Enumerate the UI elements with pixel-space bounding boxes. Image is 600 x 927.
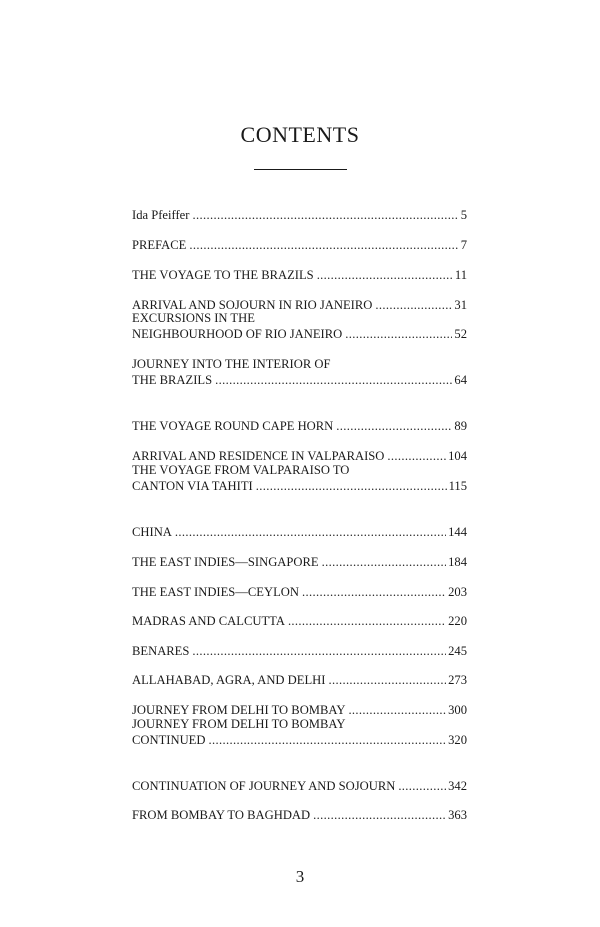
title-rule — [254, 169, 347, 170]
toc-entry[interactable] — [132, 643, 467, 659]
toc-entry-row — [132, 778, 467, 794]
toc-entry[interactable] — [132, 524, 467, 540]
dot-leader — [317, 267, 453, 283]
toc-entry-row — [132, 207, 467, 223]
toc-entry-row — [132, 418, 467, 434]
toc-entry-title: CONTINUED — [132, 733, 206, 747]
toc-entry-title: ARRIVAL AND SOJOURN IN RIO JANEIRO — [132, 298, 373, 312]
toc-entry-title: THE VOYAGE TO THE BRAZILS — [132, 268, 314, 282]
dot-leader — [398, 778, 446, 794]
toc-entry-title: BENARES — [132, 644, 190, 658]
toc-entry-title-line: JOURNEY FROM DELHI TO BOMBAY — [132, 717, 346, 731]
dot-leader — [288, 613, 446, 629]
toc-page-number: 184 — [448, 555, 467, 569]
toc-entry-row — [132, 584, 467, 600]
toc-entry-title-line: JOURNEY INTO THE INTERIOR OF — [132, 357, 331, 371]
toc-entry-title: CHINA — [132, 525, 172, 539]
toc-entry[interactable] — [132, 462, 467, 494]
toc-entry-title: THE EAST INDIES—SINGAPORE — [132, 555, 319, 569]
toc-page-number: 144 — [448, 525, 467, 539]
toc-entry-title: ALLAHABAD, AGRA, AND DELHI — [132, 673, 326, 687]
toc-entry[interactable] — [132, 267, 467, 283]
dot-leader — [322, 554, 447, 570]
dot-leader — [302, 584, 446, 600]
toc-entry-row — [132, 643, 467, 659]
toc-entry[interactable] — [132, 356, 467, 388]
toc-entry-title: THE BRAZILS — [132, 373, 213, 387]
toc-entry-row — [132, 326, 467, 342]
dot-leader — [208, 732, 446, 748]
toc-entry[interactable] — [132, 807, 467, 823]
toc-page-number: 7 — [460, 238, 467, 252]
toc-entry-title: JOURNEY FROM DELHI TO BOMBAY — [132, 703, 346, 717]
toc-page-number: 342 — [448, 779, 467, 793]
toc-entry[interactable] — [132, 716, 467, 748]
toc-entry-title: CANTON VIA TAHITI — [132, 479, 253, 493]
toc-entry-title: MADRAS AND CALCUTTA — [132, 614, 285, 628]
toc-entry-title: FROM BOMBAY TO BAGHDAD — [132, 808, 311, 822]
toc-page-number: 31 — [454, 298, 467, 312]
toc-entry-title: Ida Pfeiffer — [132, 208, 190, 222]
toc-entry[interactable] — [132, 613, 467, 629]
toc-page-number: 5 — [460, 208, 467, 222]
toc-entry-row — [132, 237, 467, 253]
toc-entry-row — [132, 672, 467, 688]
toc-entry-title: PREFACE — [132, 238, 187, 252]
toc-entry-title: THE EAST INDIES—CEYLON — [132, 585, 299, 599]
toc-page-number: 104 — [448, 449, 467, 463]
toc-page-number: 320 — [448, 733, 467, 747]
toc-entry-row — [132, 807, 467, 823]
dot-leader — [328, 672, 446, 688]
dot-leader — [336, 418, 452, 434]
toc-page-number: 203 — [448, 585, 467, 599]
dot-leader — [256, 478, 447, 494]
toc-page-number: 220 — [448, 614, 467, 628]
toc-entry-row — [132, 732, 467, 748]
toc-page-number: 89 — [454, 419, 467, 433]
toc-page-number: 245 — [448, 644, 467, 658]
toc-entry[interactable] — [132, 237, 467, 253]
toc-entry-row — [132, 478, 467, 494]
toc-entry-title: ARRIVAL AND RESIDENCE IN VALPARAISO — [132, 449, 385, 463]
toc-entry-title: NEIGHBOURHOOD OF RIO JANEIRO — [132, 327, 343, 341]
toc-entry-title: THE VOYAGE ROUND CAPE HORN — [132, 419, 334, 433]
toc-entry-title: CONTINUATION OF JOURNEY AND SOJOURN — [132, 779, 396, 793]
toc-entry-title-line: THE VOYAGE FROM VALPARAISO TO — [132, 463, 350, 477]
toc-entry-row — [132, 372, 467, 388]
toc-entry-row — [132, 613, 467, 629]
dot-leader — [345, 326, 452, 342]
toc-entry-row — [132, 524, 467, 540]
toc-entry[interactable] — [132, 584, 467, 600]
toc-page-number: 273 — [448, 673, 467, 687]
toc-entry[interactable] — [132, 778, 467, 794]
dot-leader — [313, 807, 446, 823]
dot-leader — [175, 524, 446, 540]
toc-entry-title-line: EXCURSIONS IN THE — [132, 311, 255, 325]
page-number: 3 — [295, 867, 305, 886]
dot-leader — [215, 372, 452, 388]
toc-entry[interactable] — [132, 554, 467, 570]
toc-entry[interactable] — [132, 418, 467, 434]
toc-entry[interactable] — [132, 672, 467, 688]
dot-leader — [189, 237, 458, 253]
toc-entry-row — [132, 267, 467, 283]
dot-leader — [192, 207, 458, 223]
dot-leader — [192, 643, 446, 659]
toc-entry[interactable] — [132, 207, 467, 223]
toc-page-number: 64 — [454, 373, 467, 387]
toc-page-number: 115 — [448, 479, 467, 493]
toc-page-number: 52 — [454, 327, 467, 341]
toc-page-number: 363 — [448, 808, 467, 822]
toc-page-number: 11 — [454, 268, 467, 282]
toc-entry-row — [132, 554, 467, 570]
page-title: CONTENTS — [240, 122, 360, 147]
toc-entry[interactable] — [132, 310, 467, 342]
toc-page-number: 300 — [448, 703, 467, 717]
